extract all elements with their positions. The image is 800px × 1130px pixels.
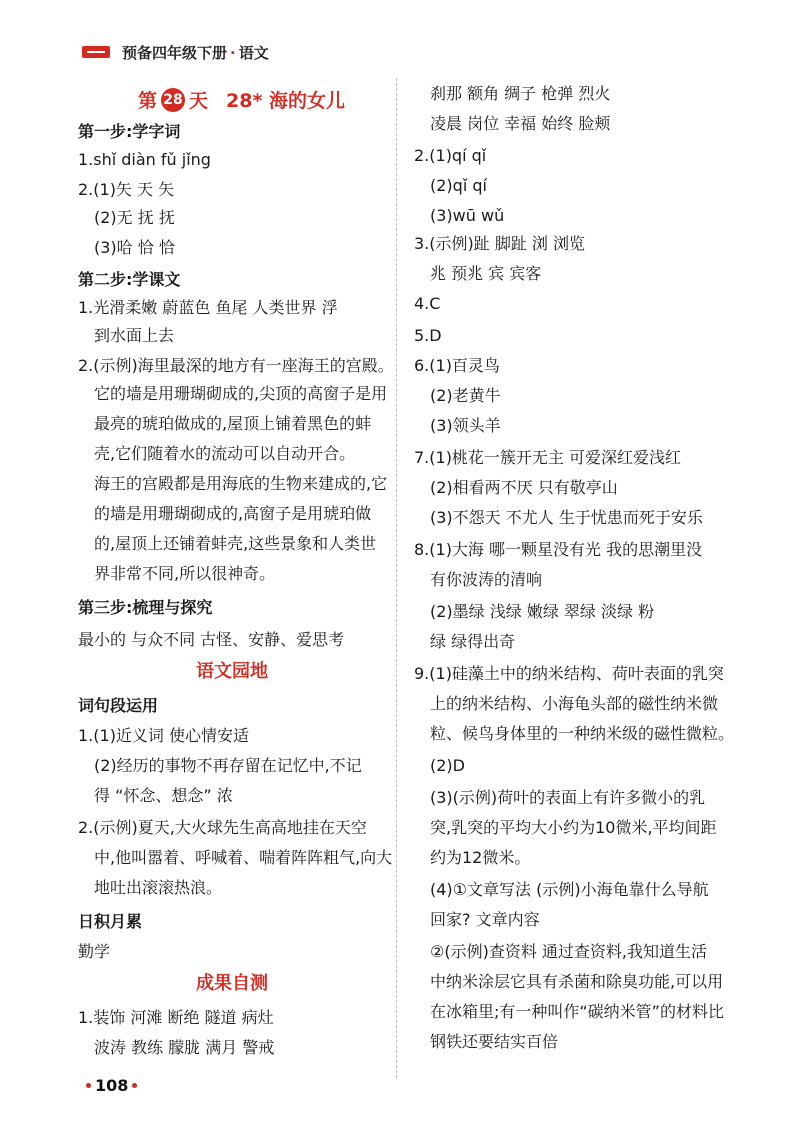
left-line-0: 第一步:学字词 [78, 122, 181, 141]
left-line-22: 得 “怀念、想念” 浓 [94, 786, 233, 805]
right-line-27: 回家? 文章内容 [430, 910, 540, 929]
page-dot-left [86, 1083, 91, 1088]
right-line-24: 突,乳突的平均大小约为10微米,平均间距 [430, 818, 717, 837]
page-number [82, 1076, 141, 1095]
left-line-24: 中,他叫嚣着、呼喊着、喘着阵阵粗气,向大 [94, 848, 393, 867]
right-line-14: (3)不怨天 不尤人 生于忧患而死于安乐 [430, 508, 703, 527]
left-line-19: 词句段运用 [78, 696, 159, 715]
right-line-13: (2)相看两不厌 只有敬亭山 [430, 478, 618, 497]
left-line-13: 的墙是用珊瑚砌成的,高窗子是用琥珀做 [94, 504, 372, 523]
left-line-10: 最亮的琥珀做成的,屋顶上铺着黑色的蚌 [94, 414, 372, 433]
right-line-29: 中纳米涂层它具有杀菌和除臭功能,可以用 [430, 972, 724, 991]
left-line-4: (3)哈 恰 恰 [94, 238, 175, 257]
day-prefix: 第 [138, 90, 158, 112]
right-line-0: 刹那 额角 绸子 枪弹 烈火 [430, 84, 611, 103]
right-line-12: 7.(1)桃花一簇开无主 可爱深红爱浅红 [414, 448, 682, 467]
right-line-8: 5.D [414, 326, 442, 345]
left-line-30: 波涛 教练 朦胧 满月 警戒 [94, 1038, 275, 1057]
left-line-27: 勤学 [78, 942, 111, 961]
left-line-2: 2.(1)矢 天 矢 [78, 180, 175, 199]
right-line-2: 2.(1)qí qǐ [414, 146, 487, 165]
left-line-14: 的,屋顶上还铺着蚌壳,这些景象和人类世 [94, 534, 377, 553]
right-line-30: 在冰箱里;有一种叫作“碳纳米管”的材料比 [430, 1002, 724, 1021]
right-line-28: ②(示例)查资料 通过查资料,我知道生活 [430, 942, 708, 961]
left-line-3: (2)无 抚 抚 [94, 208, 175, 227]
left-line-26: 日积月累 [78, 912, 143, 931]
left-line-16: 第三步:梳理与探究 [78, 598, 213, 617]
left-line-8: 2.(示例)海里最深的地方有一座海王的宫殿。 [78, 356, 394, 375]
page-dot-right [132, 1083, 137, 1088]
right-line-25: 约为12微米。 [430, 848, 531, 867]
header-grade: 预备四年级下册 [122, 43, 228, 62]
right-line-7: 4.C [414, 294, 441, 313]
right-line-21: 粒、候鸟身体里的一种纳米级的磁性微粒。 [430, 724, 735, 743]
page-number-text: 108 [95, 1076, 129, 1095]
header-dot: · [230, 43, 236, 62]
right-line-6: 兆 预兆 宾 宾客 [430, 264, 542, 283]
day-number-badge: 28 [161, 88, 185, 112]
right-line-3: (2)qǐ qí [430, 176, 487, 195]
left-line-1: 1.shǐ diàn fǔ jǐng [78, 150, 211, 169]
column-divider [396, 78, 397, 1078]
left-line-28: 成果自测 [196, 973, 268, 994]
day-suffix: 天 [189, 90, 209, 112]
book-logo-icon [82, 46, 110, 58]
left-line-7: 到水面上去 [94, 326, 175, 345]
lesson-title: 28* 海的女儿 [226, 90, 346, 112]
right-line-10: (2)老黄牛 [430, 386, 501, 405]
left-line-29: 1.装饰 河滩 断绝 隧道 病灶 [78, 1008, 274, 1027]
right-line-23: (3)(示例)荷叶的表面上有许多微小的乳 [430, 788, 706, 807]
right-line-19: 9.(1)硅藻土中的纳米结构、荷叶表面的乳突 [414, 664, 724, 683]
right-line-26: (4)①文章写法 (示例)小海龟靠什么导航 [430, 880, 709, 899]
right-line-11: (3)领头羊 [430, 416, 501, 435]
left-line-20: 1.(1)近义词 使心情安适 [78, 726, 250, 745]
day-title [138, 86, 345, 113]
right-line-18: 绿 绿得出奇 [430, 632, 516, 651]
left-line-25: 地吐出滚滚热浪。 [94, 878, 223, 897]
header-title [122, 42, 269, 63]
left-line-17: 最小的 与众不同 古怪、安静、爱思考 [78, 630, 345, 649]
right-line-5: 3.(示例)趾 脚趾 浏 浏览 [414, 234, 586, 253]
right-line-16: 有你波涛的清响 [430, 570, 543, 589]
right-line-17: (2)墨绿 浅绿 嫩绿 翠绿 淡绿 粉 [430, 602, 655, 621]
left-line-5: 第二步:学课文 [78, 270, 181, 289]
left-line-11: 壳,它们随着水的流动可以自动开合。 [94, 444, 356, 463]
right-line-31: 钢铁还要结实百倍 [430, 1032, 559, 1051]
right-line-22: (2)D [430, 756, 465, 775]
right-line-1: 凌晨 岗位 幸福 始终 脸颊 [430, 114, 611, 133]
left-line-12: 海王的宫殿都是用海底的生物来建成的,它 [94, 474, 388, 493]
right-line-4: (3)wū wǔ [430, 206, 505, 225]
right-line-9: 6.(1)百灵鸟 [414, 356, 500, 375]
left-line-15: 界非常不同,所以很神奇。 [94, 564, 276, 583]
left-line-21: (2)经历的事物不再存留在记忆中,不记 [94, 756, 362, 775]
right-line-20: 上的纳米结构、小海龟头部的磁性纳米微 [430, 694, 719, 713]
header-subject: 语文 [238, 43, 269, 62]
left-line-23: 2.(示例)夏天,大火球先生高高地挂在天空 [78, 818, 367, 837]
left-line-9: 它的墙是用珊瑚砌成的,尖顶的高窗子是用 [94, 384, 388, 403]
left-line-6: 1.光滑柔嫩 蔚蓝色 鱼尾 人类世界 浮 [78, 298, 338, 317]
left-line-18: 语文园地 [196, 661, 268, 682]
page-header [82, 40, 269, 64]
right-line-15: 8.(1)大海 哪一颗星没有光 我的思潮里没 [414, 540, 703, 559]
